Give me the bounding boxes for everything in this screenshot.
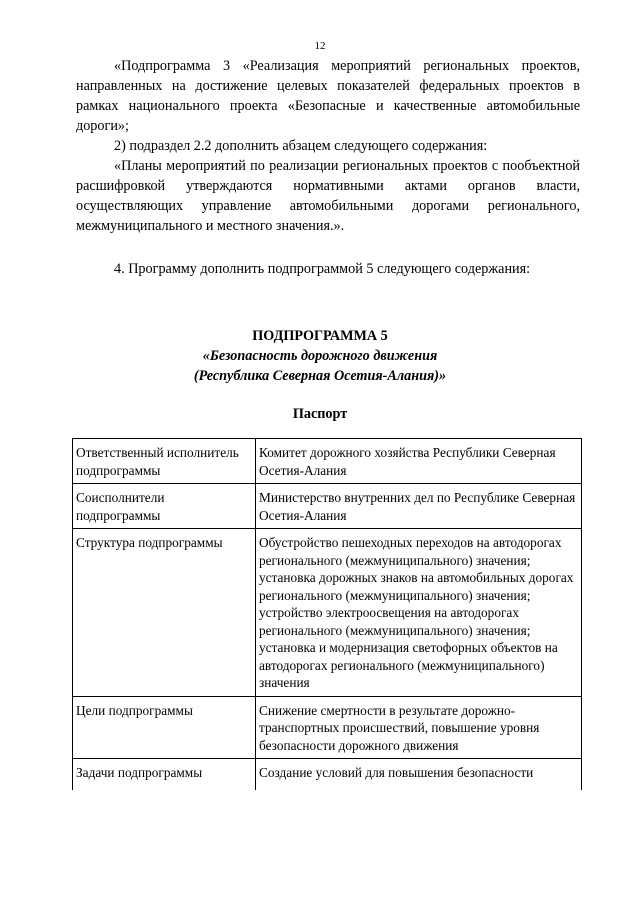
structure-item-traffic-lights: установка и модернизация светофорных объектов на автодорогах регионального (межмуниципального) значения (259, 640, 558, 690)
structure-item-crossings: Обустройство пешеходных переходов на автодорогах регионального (межмуниципального) значения; (259, 535, 562, 568)
paragraph-add-subprogram-5: 4. Программу дополнить подпрограммой 5 следующего содержания: (114, 261, 531, 277)
table-row (73, 696, 582, 759)
page-number: 12 (314, 40, 326, 52)
paragraph-plans: «Планы мероприятий по реализации региональных проектов с пообъектной расшифровкой утверждаются нормативными актами органов власти, осуществляющих управление автомобильными дорогами регионального, межмуниципального и местного значения.». (76, 158, 580, 234)
row-value-goals: Снижение смертности в результате дорожно-транспортных происшествий, повышение уровня безопасности дорожного движения (256, 696, 582, 759)
row-label-coexecutors: Соисполнители подпрограммы (73, 484, 256, 529)
passport-table (72, 438, 582, 790)
structure-item-signs: установка дорожных знаков на автомобильных дорогах регионального (межмуниципального) значения; (259, 570, 574, 603)
paragraph-subprogram-3: «Подпрограмма 3 «Реализация мероприятий региональных проектов, направленных на достижение целевых показателей федеральных проектов в рамках национального проекта «Безопасные и качественные автомобильные дороги»; (76, 58, 580, 134)
row-value-responsible: Комитет дорожного хозяйства Республики Северная Осетия-Алания (256, 439, 582, 484)
row-label-responsible: Ответственный исполнитель подпрограммы (73, 439, 256, 484)
row-value-structure (256, 529, 582, 697)
table-row (73, 439, 582, 484)
passport-title: Паспорт (292, 406, 348, 422)
table-row (73, 759, 582, 791)
paragraph-subsection-2-2: 2) подраздел 2.2 дополнить абзацем следующего содержания: (114, 138, 488, 154)
table-row (73, 484, 582, 529)
row-value-coexecutors: Министерство внутренних дел по Республике Северная Осетия-Алания (256, 484, 582, 529)
subprogram-title: ПОДПРОГРАММА 5 (252, 328, 388, 344)
subprogram-name-line1: «Безопасность дорожного движения (202, 348, 438, 364)
row-label-goals: Цели подпрограммы (73, 696, 256, 759)
row-value-tasks: Создание условий для повышения безопасности (256, 759, 582, 791)
table-row (73, 529, 582, 697)
structure-item-lighting: устройство электроосвещения на автодорогах регионального (межмуниципального) значения; (259, 605, 531, 638)
row-label-tasks: Задачи подпрограммы (73, 759, 256, 791)
subprogram-name-line2: (Республика Северная Осетия-Алания)» (193, 368, 447, 384)
row-label-structure: Структура подпрограммы (73, 529, 256, 697)
